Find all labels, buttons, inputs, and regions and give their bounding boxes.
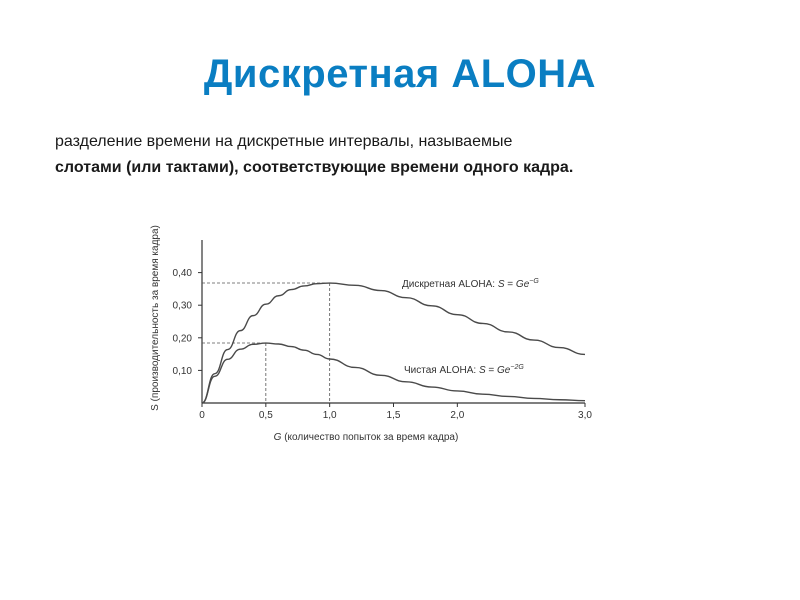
series-label-slotted-prefix: Дискретная ALOHA: [402,279,498,290]
x-axis-label [274,432,459,443]
series-label-pure-exponent: −2G [510,364,524,371]
y-tick-label: 0,20 [172,333,192,345]
series-label-slotted-exponent: −G [529,278,539,285]
y-tick-label: 0,30 [172,300,192,312]
y-tick-label: 0,10 [172,365,192,377]
description-line-1: разделение времени на дискретные интервалы, называемые [55,133,513,150]
x-axis-label-text: (количество попыток за время кадра) [281,432,459,443]
description-line-2: слотами (или тактами), соответствующие времени одного кадра. [55,159,574,176]
x-tick-label: 1,0 [322,410,337,421]
series-label-pure-var: S [478,365,486,376]
y-axis-label: S (производительность за время кадра) [150,225,161,411]
series-label-pure-var2: Ge [497,365,511,376]
x-tick-label: 2,0 [450,410,465,421]
series-label-slotted-aloha [402,278,539,290]
x-tick-label: 1,5 [386,410,401,421]
series-label-slotted-var2: Ge [515,279,530,290]
series-label-slotted-eq: = [504,279,516,290]
chart-labels [150,225,539,443]
y-tick-label: 0,40 [172,268,192,280]
pure-aloha-curve [202,343,585,403]
series-label-pure-aloha [404,364,524,376]
x-axis-label-var: G [273,432,282,443]
series-label-pure-prefix: Чистая ALOHA: [404,365,479,376]
chart-curves [202,283,585,403]
slide-title: Дискретная ALOHA [203,52,597,96]
x-tick-label: 3,0 [578,410,592,421]
x-tick-label: 0 [199,410,205,421]
series-label-slotted-var: S [497,279,505,290]
series-label-pure-eq: = [485,365,498,376]
x-tick-label: 0,5 [258,410,273,421]
